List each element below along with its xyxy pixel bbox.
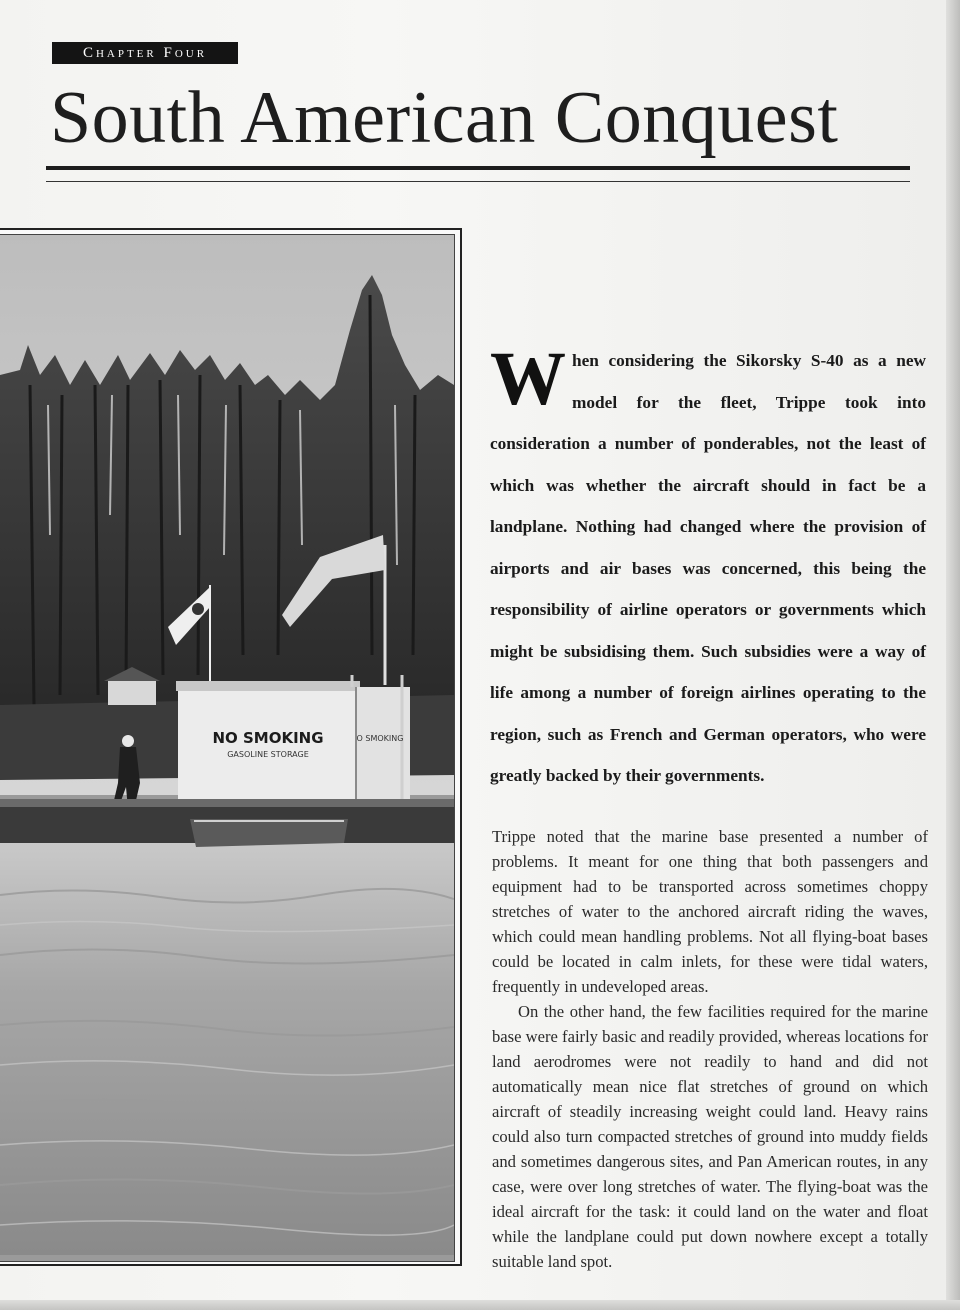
lead-paragraph	[490, 337, 926, 797]
lead-paragraph-text: hen considering the Sikorsky S-40 as a new model for the fleet, Trippe took into consideration a number of ponderables, not the least of which was whether the aircraft should in fact be a landplane. Nothing had changed where the provision of airports and air bases was concerned, this being the responsibility of airline operators or governments which might be subsidising them. Such subsidies were a way of life among a number of foreign airlines operating to the region, such as French and German operators, who were greatly backed by their governments.	[490, 351, 926, 785]
chapter-label: Chapter Four	[52, 42, 238, 64]
title-rule-thick	[46, 166, 910, 170]
body-text	[492, 824, 928, 1274]
body-paragraph-1: Trippe noted that the marine base presented a number of problems. It meant for one thing that both passengers and equipment had to be transported across sometimes choppy stretches of water to the anchored aircraft riding the waves, which could mean handling problems. Not all flying-boat bases could be located in calm inlets, for these were tidal waters, frequently in undeveloped areas.	[492, 827, 928, 996]
seaplane-base-photo	[0, 234, 455, 1262]
drop-cap: W	[490, 337, 566, 421]
page-bottom-shadow	[0, 1300, 960, 1310]
sign-gasoline-storage: GASOLINE STORAGE	[227, 750, 309, 759]
chapter-title: South American Conquest	[50, 77, 839, 159]
photo-frame	[0, 228, 462, 1266]
body-paragraph-2: On the other hand, the few facilities required for the marine base were fairly basic and readily provided, whereas locations for land aerodromes were not readily to hand and did not automatically mean nice flat stretches of ground on which aircraft of steadily increasing weight could land. Heavy rains could also turn compacted stretches of ground into muddy fields and sometimes dangerous sites, and Pan American routes, in any case, were over long stretches of water. The flying-boat was the ideal aircraft for the task: it could land on the water and float while the landplane could put down nowhere except a totally suitable land spot.	[492, 1002, 928, 1271]
page-edge-shadow	[946, 0, 960, 1310]
sign-no-smoking: NO SMOKING	[212, 729, 324, 747]
sign-side: O SMOKING	[356, 734, 404, 743]
title-rule-thin	[46, 181, 910, 182]
